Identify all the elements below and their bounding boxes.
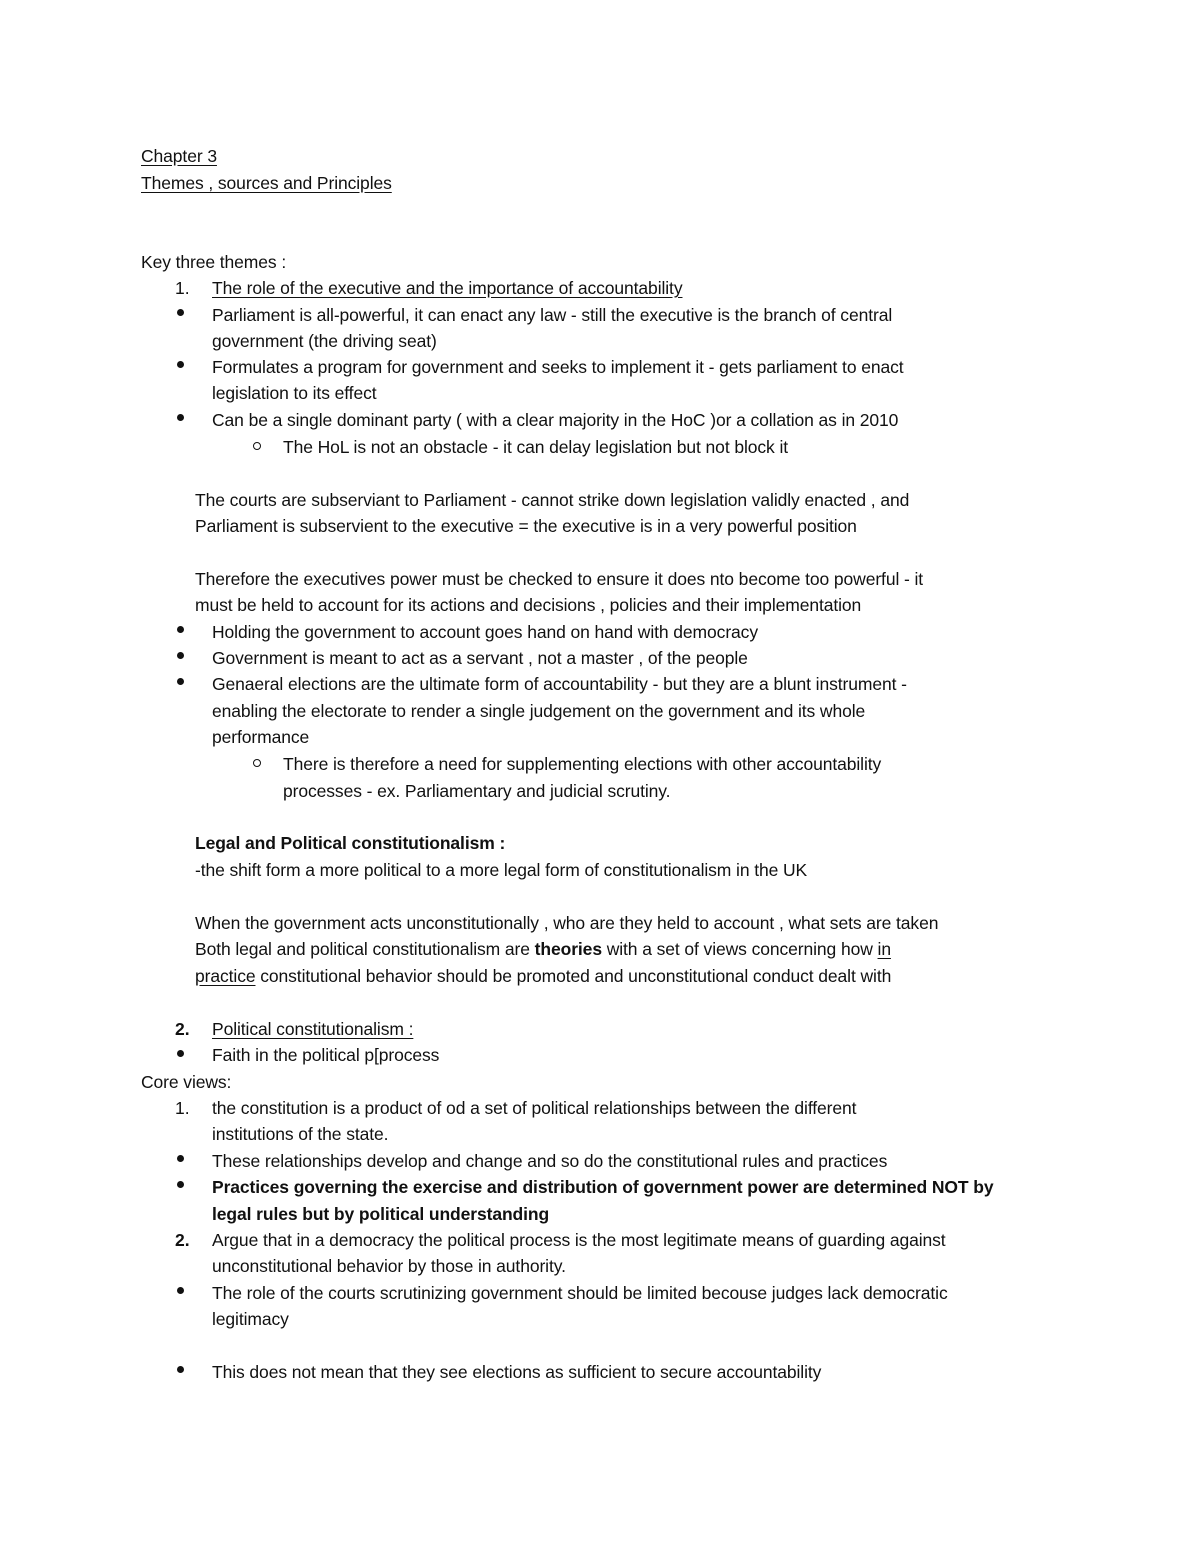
list-number: 2. (175, 1230, 190, 1250)
paragraph-line: The courts are subserviant to Parliament - cannot strike down legislation validly enacted , and (195, 490, 910, 510)
bullet-text: Practices governing the exercise and distribution of government power are determined NOT by (212, 1177, 994, 1197)
bullet-icon (177, 309, 184, 316)
paragraph-line (195, 965, 891, 987)
bullet-text: Faith in the political p[process (212, 1045, 440, 1065)
paragraph-line: must be held to account for its actions and decisions , policies and their implementation (195, 595, 862, 615)
list-text: Argue that in a democracy the political process is the most legitimate means of guarding against (212, 1230, 946, 1250)
bullet-icon (177, 626, 184, 633)
sub-bullet-text: The HoL is not an obstacle - it can delay legislation but not block it (283, 437, 789, 457)
chapter-title: Chapter 3 (141, 146, 217, 166)
text-run: Both legal and political constitutionalism are (195, 939, 535, 959)
sub-bullet-icon (253, 442, 261, 450)
bullet-text: Government is meant to act as a servant , not a master , of the people (212, 648, 748, 668)
theme-1-heading: The role of the executive and the importance of accountability (212, 278, 683, 298)
bold-text: theories (534, 939, 602, 959)
bullet-text: legislation to its effect (212, 383, 377, 403)
list-text: institutions of the state. (212, 1124, 389, 1144)
bullet-icon (177, 361, 184, 368)
bullet-text: legal rules but by political understanding (212, 1204, 550, 1224)
bullet-icon (177, 414, 184, 421)
bullet-icon (177, 652, 184, 659)
paragraph-line: When the government acts unconstitutionally , who are they held to account , what sets are taken (195, 913, 939, 933)
bullet-text: legitimacy (212, 1309, 289, 1329)
bullet-text: Can be a single dominant party ( with a clear majority in the HoC )or a collation as in 2010 (212, 410, 899, 430)
list-number: 2. (175, 1019, 190, 1039)
text-run: with a set of views concerning how (601, 939, 878, 959)
underlined-text: practice (195, 966, 256, 986)
theme-2-heading: Political constitutionalism : (212, 1019, 414, 1039)
sub-bullet-icon (253, 759, 261, 767)
bullet-icon (177, 1181, 184, 1188)
bullet-text: The role of the courts scrutinizing government should be limited becouse judges lack democratic (212, 1283, 948, 1303)
bullet-icon (177, 678, 184, 685)
section-heading: Legal and Political constitutionalism : (195, 833, 506, 853)
paragraph-line: Therefore the executives power must be checked to ensure it does nto become too powerful - it (195, 569, 924, 589)
bullet-text: Parliament is all-powerful, it can enact any law - still the executive is the branch of central (212, 305, 893, 325)
text-run: constitutional behavior should be promoted and unconstitutional conduct dealt with (255, 966, 892, 986)
paragraph-line: -the shift form a more political to a more legal form of constitutionalism in the UK (195, 860, 808, 880)
bullet-text: enabling the electorate to render a single judgement on the government and its whole (212, 701, 866, 721)
list-text: the constitution is a product of od a set of political relationships between the different (212, 1098, 857, 1118)
bullet-text: performance (212, 727, 310, 747)
chapter-subtitle: Themes , sources and Principles (141, 173, 392, 193)
key-themes-label: Key three themes : (141, 252, 287, 272)
paragraph-line (195, 938, 891, 960)
bullet-icon (177, 1050, 184, 1057)
list-text: unconstitutional behavior by those in authority. (212, 1256, 566, 1276)
list-number: 1. (175, 1098, 190, 1118)
sub-bullet-text: There is therefore a need for supplementing elections with other accountability (283, 754, 882, 774)
bullet-text: These relationships develop and change and so do the constitutional rules and practices (212, 1151, 888, 1171)
bullet-icon (177, 1287, 184, 1294)
core-views-label: Core views: (141, 1072, 232, 1092)
bullet-text: Genaeral elections are the ultimate form of accountability - but they are a blunt instrument - (212, 674, 907, 694)
sub-bullet-text: processes - ex. Parliamentary and judicial scrutiny. (283, 781, 671, 801)
bullet-text: Formulates a program for government and seeks to implement it - gets parliament to enact (212, 357, 904, 377)
underlined-text: in (877, 939, 891, 959)
bullet-text: government (the driving seat) (212, 331, 437, 351)
list-number: 1. (175, 278, 190, 298)
bullet-text: This does not mean that they see elections as sufficient to secure accountability (212, 1362, 822, 1382)
bullet-text: Holding the government to account goes hand on hand with democracy (212, 622, 758, 642)
bullet-icon (177, 1155, 184, 1162)
paragraph-line: Parliament is subservient to the executive = the executive is in a very powerful position (195, 516, 857, 536)
bullet-icon (177, 1366, 184, 1373)
